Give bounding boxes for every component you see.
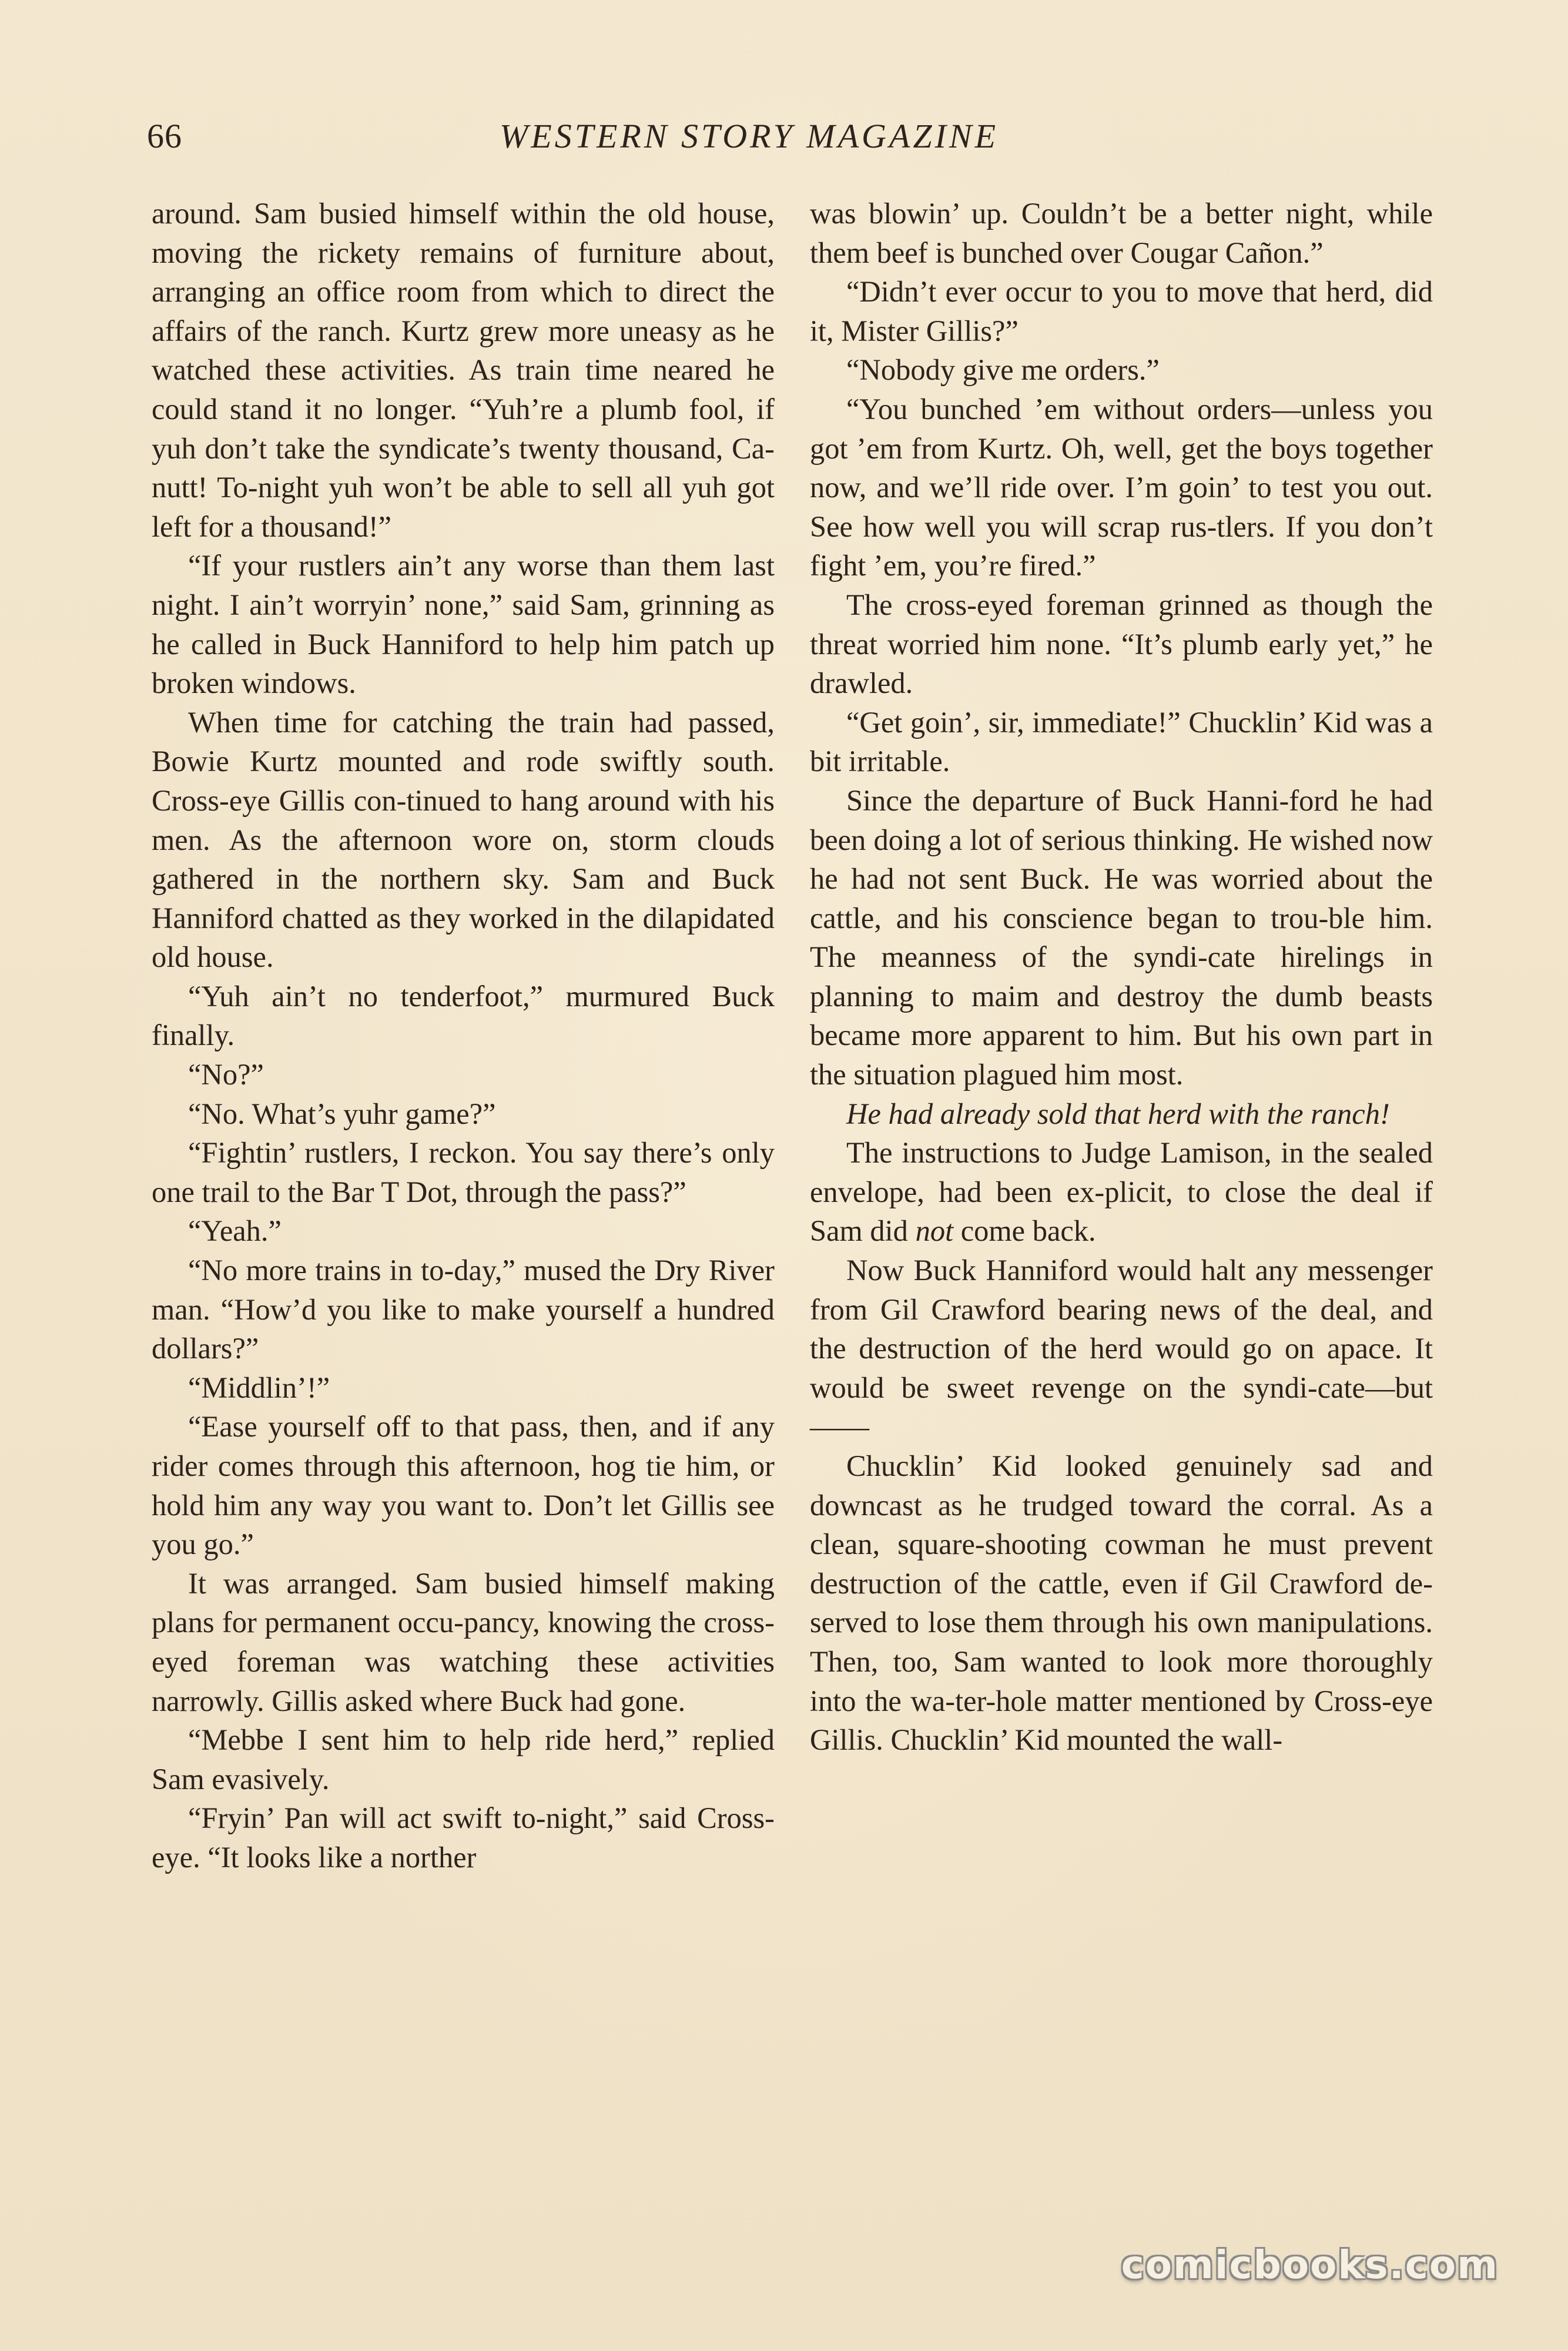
- paragraph: “Get goin’, sir, immediate!” Chucklin’ Kid was a bit irritable.: [810, 705, 1433, 778]
- paragraph: “Ease yourself off to that pass, then, and if any rider comes through this afternoon, hog tie him, or hold him any way you want to. Don’t let Gillis see you go.”: [152, 1410, 775, 1561]
- paragraph: “If your rustlers ain’t any worse than them last night. I ain’t worryin’ none,” said Sam, grinning as he called in Buck Hanniford to help him patch up broken windows.: [152, 549, 775, 700]
- paragraph: The instructions to Judge Lamison, in the sealed envelope, had been ex-plicit, to close the deal if Sam did not come back.: [810, 1136, 1433, 1248]
- paragraph: “Middlin’!”: [188, 1371, 330, 1404]
- page-number: 66: [147, 117, 182, 155]
- paragraph: “No more trains in to-day,” mused the Dry River man. “How’d you like to make yourself a hundred dollars?”: [152, 1254, 775, 1365]
- site-watermark: comicbooks.com: [1121, 2242, 1499, 2288]
- right-text-column: [810, 194, 1433, 1760]
- magazine-title: WESTERN STORY MAGAZINE: [500, 117, 999, 155]
- paragraph: When time for catching the train had passed, Bowie Kurtz mounted and rode swiftly south. Cross-eye Gillis con-tinued to hang around with his men. As the afternoon wore on, storm clouds gathered in the northern sky. Sam and Buck Hanniford chatted as they worked in the dilapidated old house.: [152, 705, 775, 974]
- paragraph: “Yeah.”: [188, 1214, 282, 1248]
- paragraph: “Mebbe I sent him to help ride herd,” replied Sam evasively.: [152, 1723, 775, 1796]
- paragraph: “Yuh ain’t no tenderfoot,” murmured Buck finally.: [152, 979, 775, 1052]
- paragraph: “Fightin’ rustlers, I reckon. You say there’s only one trail to the Bar T Dot, through the pass?”: [152, 1136, 775, 1208]
- paragraph: Chucklin’ Kid looked genuinely sad and downcast as he trudged toward the corral. As a clean, square-shooting cowman he must prevent destruction of the cattle, even if Gil Crawford de-served to lose them through his own manipulations. Then, too, Sam wanted to look more thoroughly into the wa-ter-hole matter mentioned by Cross-eye Gillis. Chucklin’ Kid mounted the wall-: [810, 1449, 1433, 1757]
- paragraph: “Didn’t ever occur to you to move that herd, did it, Mister Gillis?”: [810, 275, 1433, 347]
- paragraph: “No. What’s yuhr game?”: [188, 1097, 496, 1130]
- paragraph: “No?”: [188, 1058, 264, 1091]
- left-text-column: [152, 194, 775, 1877]
- paragraph: “Nobody give me orders.”: [846, 353, 1160, 387]
- paragraph: “You bunched ’em without orders—unless you got ’em from Kurtz. Oh, well, get the boys together now, and we’ll ride over. I’m goin’ to test you out. See how well you will scrap rus-tlers. If you don’t fight ’em, you’re fired.”: [810, 392, 1433, 582]
- paragraph: Since the departure of Buck Hanni-ford he had been doing a lot of serious thinking. He wished now he had not sent Buck. He was worried about the cattle, and his conscience began to trou-ble him. The meanness of the syndi-cate hirelings in planning to maim and destroy the dumb beasts became more apparent to him. But his own part in the situation plagued him most.: [810, 783, 1433, 1091]
- paragraph: He had already sold that herd with the ranch!: [846, 1097, 1390, 1130]
- paragraph: around. Sam busied himself within the old house, moving the rickety remains of furniture about, arranging an office room from which to direct the affairs of the ranch. Kurtz grew more uneasy as he watched these activities. As train time neared he could stand it no longer. “Yuh’re a plumb fool, if yuh don’t take the syndicate’s twenty thousand, Ca-nutt! To-night yuh won’t be able to sell all yuh got left for a thousand!”: [152, 197, 775, 543]
- page-header: [147, 116, 1428, 169]
- paragraph: Now Buck Hanniford would halt any messenger from Gil Crawford bearing news of the deal, and the destruction of the herd would go on apace. It would be sweet revenge on the syndi-cate—but——: [810, 1254, 1433, 1444]
- paragraph: was blowin’ up. Couldn’t be a better night, while them beef is bunched over Cougar Cañon.”: [810, 197, 1433, 269]
- paragraph: “Fryin’ Pan will act swift to-night,” said Cross-eye. “It looks like a norther: [152, 1801, 775, 1874]
- paragraph: The cross-eyed foreman grinned as though the threat worried him none. “It’s plumb early yet,” he drawled.: [810, 588, 1433, 700]
- paragraph: It was arranged. Sam busied himself making plans for permanent occu-pancy, knowing the cross-eyed foreman was watching these activities narrowly. Gillis asked where Buck had gone.: [152, 1566, 775, 1717]
